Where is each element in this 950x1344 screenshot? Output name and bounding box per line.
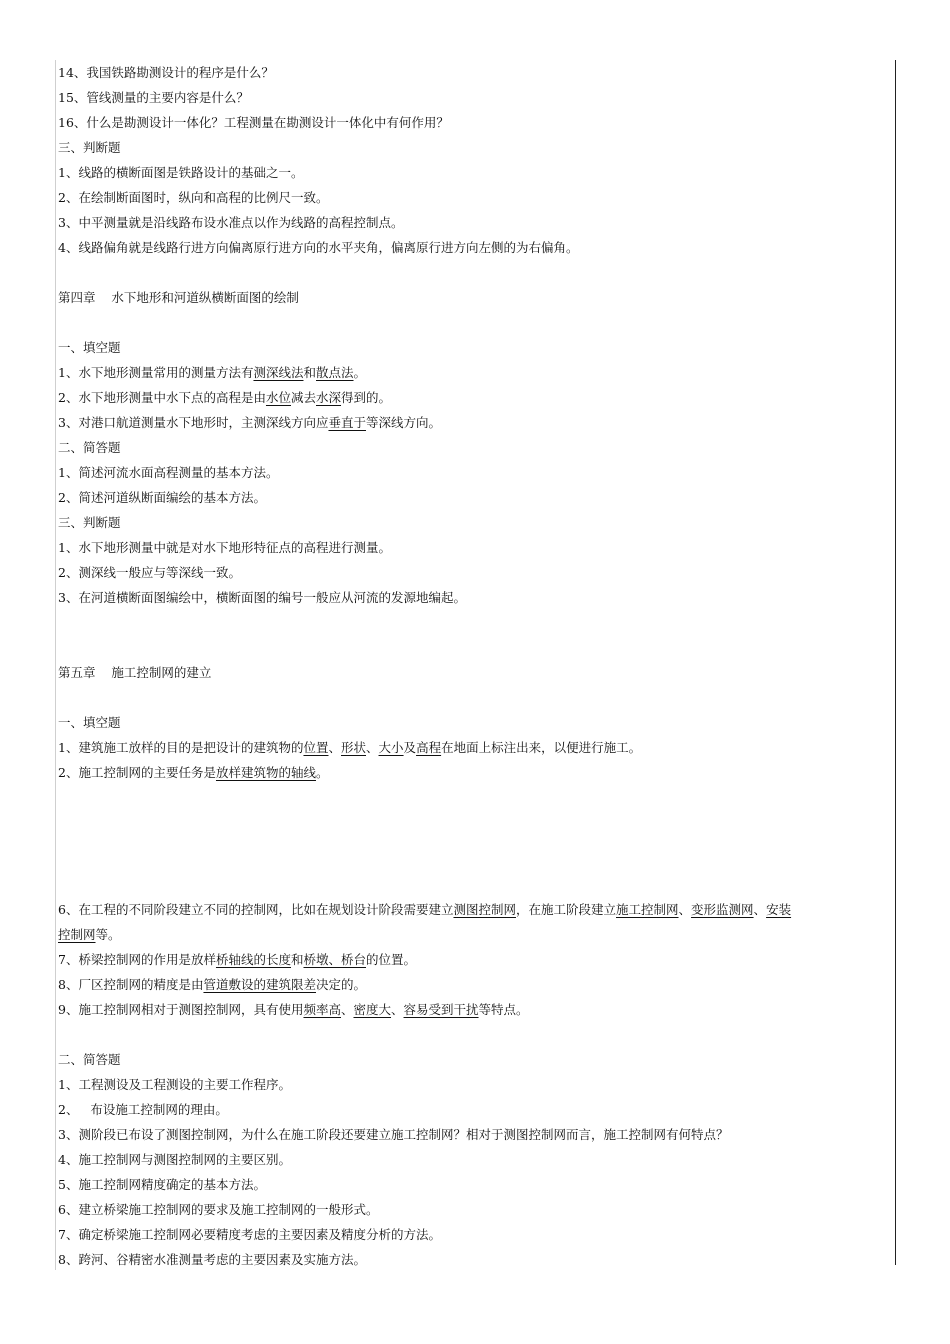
- answer: 测深线法: [253, 365, 304, 380]
- judgment-item: 2、在绘制断面图时，纵向和高程的比例尺一致。: [58, 190, 329, 205]
- short-answer-item: 2、简述河道纵断面编绘的基本方法。: [58, 490, 266, 505]
- question-line: 15、管线测量的主要内容是什么？: [58, 90, 249, 105]
- fill-item: 1、水下地形测量常用的测量方法有测深线法和散点法。: [58, 365, 367, 380]
- answer: 大小: [378, 740, 404, 755]
- fill-item: 2、水下地形测量中水下点的高程是由水位减去水深得到的。: [58, 390, 392, 405]
- fill-item: [58, 785, 894, 810]
- fill-item: [58, 866, 894, 891]
- answer: 测图控制网: [453, 902, 516, 917]
- fill-item: 1、建筑施工放样的目的是把设计的建筑物的位置、形状、大小及高程在地面上标注出来，以便进行施工。: [58, 740, 642, 755]
- judgment-item: 4、线路偏角就是线路行进方向偏离原行进方向的水平夹角，偏离原行进方向左侧的为右偏角。: [58, 240, 579, 255]
- answer: 放样建筑物的轴线: [215, 765, 316, 780]
- answer: 形状: [341, 740, 367, 755]
- fill-item: 9、施工控制网相对于测图控制网，具有使用频率高、密度大、容易受到干扰等特点。: [58, 1002, 529, 1017]
- answer: 施工控制网: [616, 902, 679, 917]
- chapter-title: 第五章 施工控制网的建立: [58, 665, 212, 680]
- short-answer-item: 4、施工控制网与测图控制网的主要区别。: [58, 1152, 291, 1167]
- judgment-item: 1、水下地形测量中就是对水下地形特征点的高程进行测量。: [58, 540, 391, 555]
- question-line: 14、我国铁路勘测设计的程序是什么？: [58, 65, 274, 80]
- fill-item-continued: 控制网等。: [58, 927, 121, 942]
- answer: 密度大: [353, 1002, 392, 1017]
- chapter-title: 第四章 水下地形和河道纵横断面图的绘制: [58, 290, 299, 305]
- document-body: [58, 60, 894, 1272]
- judgment-item: 3、中平测量就是沿线路布设水准点以作为线路的高程控制点。: [58, 215, 404, 230]
- answer: 散点法: [316, 365, 354, 380]
- answer: 桥墩、桥台: [303, 952, 367, 967]
- fill-item: 7、桥梁控制网的作用是放样桥轴线的长度和桥墩、桥台的位置。: [58, 952, 417, 967]
- answer: 垂直于: [328, 415, 366, 430]
- fill-item: 3、对港口航道测量水下地形时，主测深线方向应垂直于等深线方向。: [58, 415, 441, 430]
- short-answer-item: 8、跨河、谷精密水准测量考虑的主要因素及实施方法。: [58, 1252, 366, 1267]
- answer: 水位: [265, 390, 291, 405]
- short-answer-item: 5、施工控制网精度确定的基本方法。: [58, 1177, 266, 1192]
- answer: 频率高: [303, 1002, 341, 1017]
- section-heading: 二、简答题: [58, 440, 121, 455]
- judgment-item: 1、线路的横断面图是铁路设计的基础之一。: [58, 165, 304, 180]
- answer: 容易受到干扰: [403, 1002, 479, 1017]
- section-heading: 二、简答题: [58, 1052, 121, 1067]
- answer: 水深: [316, 390, 342, 405]
- answer: 桥轴线的长度: [215, 952, 291, 967]
- short-answer-item: 6、建立桥梁施工控制网的要求及施工控制网的一般形式。: [58, 1202, 379, 1217]
- answer: 控制网: [58, 927, 96, 942]
- answer: 安装: [766, 902, 792, 917]
- section-heading: 三、判断题: [58, 140, 121, 155]
- short-answer-item: 1、简述河流水面高程测量的基本方法。: [58, 465, 279, 480]
- left-margin-rule: [55, 60, 56, 1270]
- answer: 高程: [416, 740, 442, 755]
- judgment-item: 3、在河道横断面图编绘中，横断面图的编号一般应从河流的发源地编起。: [58, 590, 466, 605]
- question-line: 16、什么是勘测设计一体化？工程测量在勘测设计一体化中有何作用？: [58, 115, 449, 130]
- fill-item: 8、厂区控制网的精度是由管道敷设的建筑限差决定的。: [58, 977, 366, 992]
- short-answer-item: 1、工程测设及工程测设的主要工作程序。: [58, 1077, 291, 1092]
- right-margin-rule: [895, 60, 896, 1265]
- fill-item: 6、在工程的不同阶段建立不同的控制网，比如在规划设计阶段需要建立测图控制网，在施工阶段建立施工控制网、变形监测网、安装: [58, 902, 792, 917]
- judgment-item: 2、测深线一般应与等深线一致。: [58, 565, 241, 580]
- answer: 变形监测网: [691, 902, 754, 917]
- fill-item: [58, 810, 894, 835]
- short-answer-item: 3、测阶段已布设了测图控制网，为什么在施工阶段还要建立施工控制网？相对于测图控制网而言，施工控制网有何特点？: [58, 1127, 729, 1142]
- short-answer-item: 7、确定桥梁施工控制网必要精度考虑的主要因素及精度分析的方法。: [58, 1227, 441, 1242]
- short-answer-item: 2、 布设施工控制网的理由。: [58, 1102, 228, 1117]
- answer: 位置: [303, 740, 329, 755]
- answer: 管道敷设的建筑限差: [203, 977, 316, 992]
- section-heading: 一、填空题: [58, 715, 121, 730]
- fill-item-continued: [58, 835, 894, 860]
- fill-item: 2、施工控制网的主要任务是放样建筑物的轴线。: [58, 765, 329, 780]
- section-heading: 三、判断题: [58, 515, 121, 530]
- section-heading: 一、填空题: [58, 340, 121, 355]
